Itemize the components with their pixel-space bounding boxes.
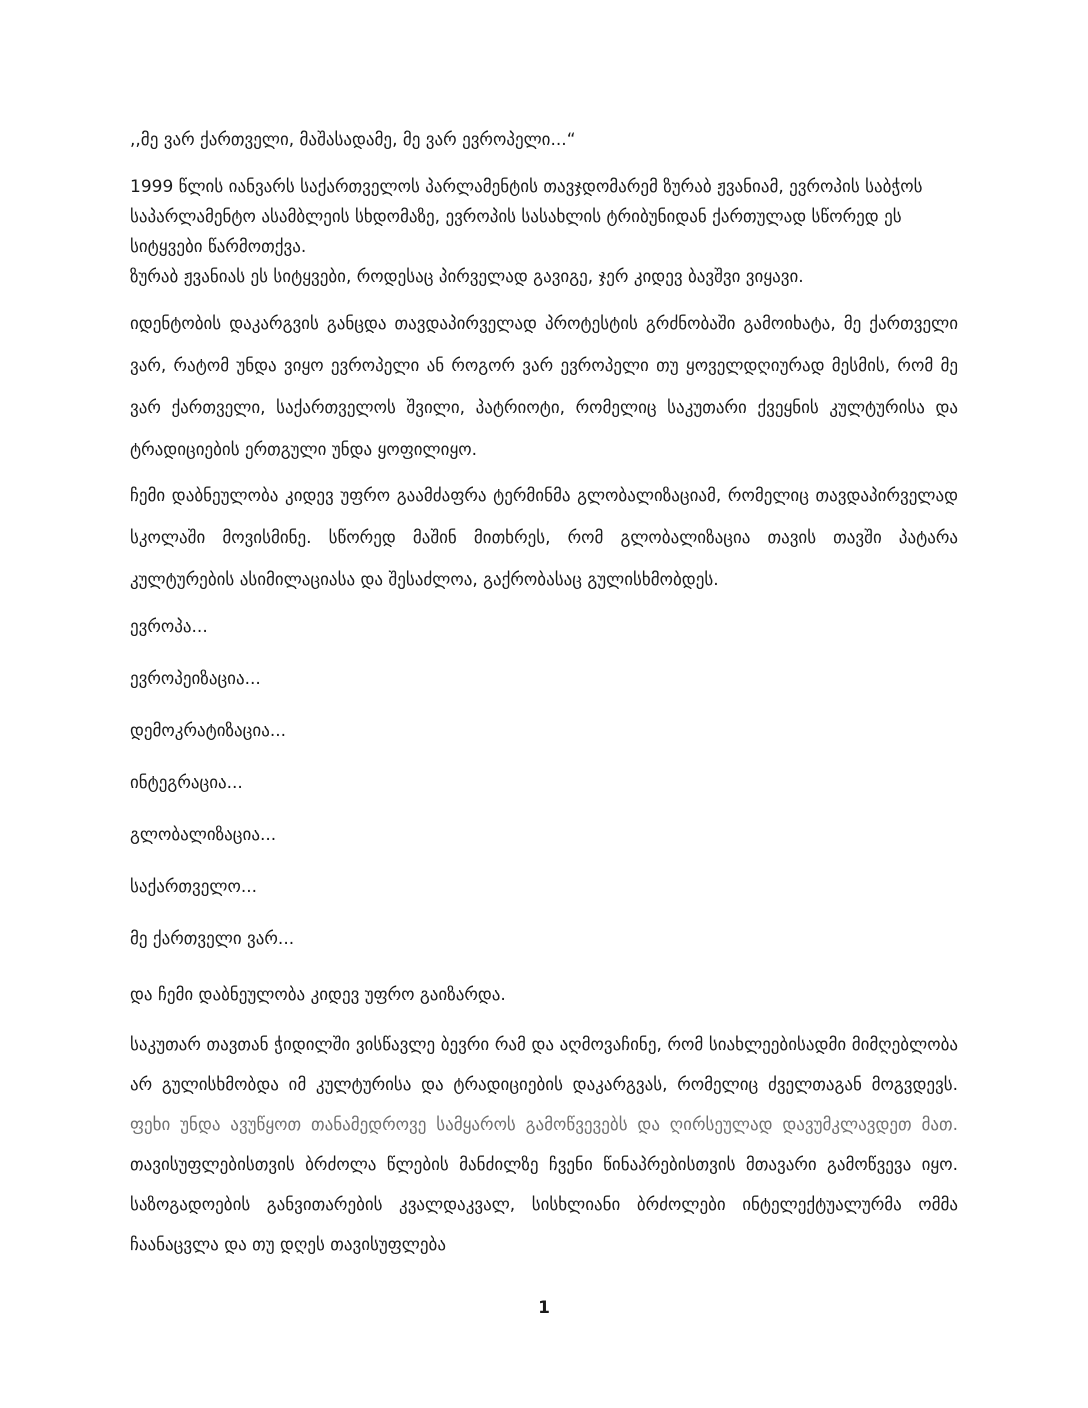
paragraph-struggle-part-3: თავისუფლებისთვის ბრძოლა წლების მანძილზე ჩვენი წინაპრებისთვის მთავარი გამოწვევა იყო. საზოგადოების განვითარების კვალდაკვალ, სისხლიანი ბრძოლები ინტელექტუალურმა ომმა ჩაანაცვლა და თუ დღეს თავისუფლება [130, 1155, 958, 1255]
paragraph-struggle [130, 1025, 958, 1265]
paragraph-intro: 1999 წლის იანვარს საქართველოს პარლამენტის თავჯდომარემ ზურაბ ჟვანიამ, ევროპის საბჭოს საპარლამენტო ასამბლეის სხდომაზე, ევროპის სასახლის ტრიბუნიდან ქართულად სწორედ ეს სიტყვები წარმოთქვა. [130, 177, 923, 257]
page-number: 1 [538, 1298, 550, 1318]
paragraph-identity: იდენტობის დაკარგვის განცდა თავდაპირველად პროტესტის გრძნობაში გამოიხატა, მე ქართველი ვარ, რატომ უნდა ვიყო ევროპელი ან როგორ ვარ ევროპელი თუ ყოველდღიურად მესმის, რომ მე ვარ ქართველი, საქართველოს შვილი, პატრიოტი, რომელიც საკუთარი ქვეყნის კულტურისა და ტრადიციების ერთგული უნდა ყოფილიყო. [130, 314, 958, 460]
word-line-integration: ინტეგრაცია... [130, 773, 243, 793]
word-line-democratization: დემოკრატიზაცია... [130, 721, 287, 741]
word-line-europe: ევროპა... [130, 617, 208, 637]
paragraph-confusion-grew: და ჩემი დაბნეულობა კიდევ უფრო გაიზარდა. [130, 985, 506, 1005]
word-line-globalization: გლობალიზაცია... [130, 825, 277, 845]
word-line-i-am-georgian: მე ქართველი ვარ... [130, 929, 295, 949]
word-line-georgia: საქართველო... [130, 877, 258, 897]
paragraph-struggle-part-2: ფეხი უნდა ავუწყოთ თანამედროვე სამყაროს გამოწვევებს და ღირსეულად დავუმკლავდეთ მათ. [130, 1115, 958, 1135]
paragraph-struggle-part-1: საკუთარ თავთან ჭიდილში ვისწავლე ბევრი რამ და აღმოვაჩინე, რომ სიახლეებისადმი მიმღებლობა არ გულისხმობდა იმ კულტურისა და ტრადიციების დაკარგვას, რომელიც ძველთაგან მოგვდევს. [130, 1035, 958, 1095]
paragraph-childhood: ზურაბ ჟვანიას ეს სიტყვები, როდესაც პირველად გავიგე, ჯერ კიდევ ბავშვი ვიყავი. [130, 267, 804, 287]
opening-quote: ,,მე ვარ ქართველი, მაშასადამე, მე ვარ ევროპელი...“ [130, 130, 576, 150]
paragraph-globalization: ჩემი დაბნეულობა კიდევ უფრო გაამძაფრა ტერმინმა გლობალიზაციამ, რომელიც თავდაპირველად სკოლაში მოვისმინე. სწორედ მაშინ მითხრეს, რომ გლობალიზაცია თავის თავში პატარა კულტურების ასიმილაციასა და შესაძლოა, გაქრობასაც გულისხმობდეს. [130, 486, 958, 590]
word-line-europeanization: ევროპეიზაცია... [130, 669, 261, 689]
